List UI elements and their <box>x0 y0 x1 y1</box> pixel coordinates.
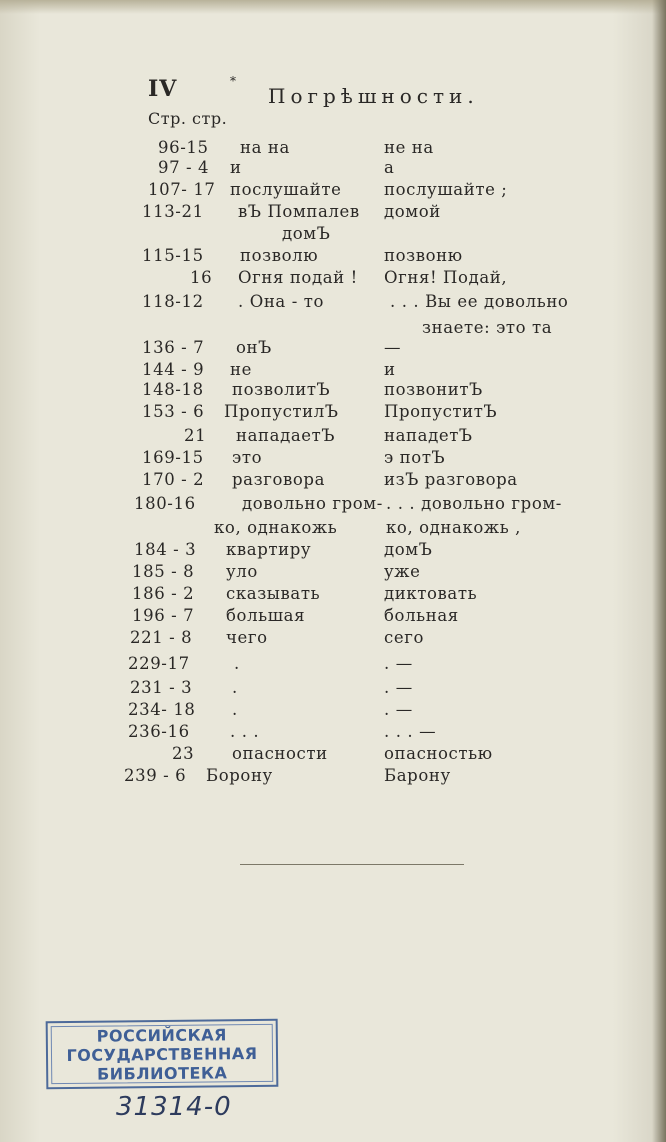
errata-wrong-reading: послушайте <box>230 180 342 199</box>
errata-page-line: 170 - 2 <box>142 470 205 489</box>
errata-wrong-reading: домЪ <box>282 224 331 243</box>
errata-page-line: 97 - 4 <box>158 158 210 177</box>
errata-correct-reading: Огня! Подай, <box>384 268 508 287</box>
errata-page-line: 136 - 7 <box>142 338 205 357</box>
errata-correct-reading: уже <box>384 562 421 581</box>
errata-wrong-reading: нападаетЪ <box>236 426 336 445</box>
errata-correct-reading: Барону <box>384 766 451 785</box>
errata-page-line: 184 - 3 <box>134 540 197 559</box>
errata-wrong-reading: уло <box>226 562 258 581</box>
errata-page-line: 113-21 <box>142 202 204 221</box>
library-stamp <box>46 1019 279 1089</box>
errata-page-line: 16 <box>190 268 213 287</box>
errata-page-line: 221 - 8 <box>130 628 193 647</box>
stamp-line: ГОСУДАРСТВЕННАЯ <box>66 1044 258 1065</box>
errata-correct-reading: не на <box>384 138 434 157</box>
errata-page-line: 196 - 7 <box>132 606 195 625</box>
errata-correct-reading: и <box>384 360 396 379</box>
errata-wrong-reading: большая <box>226 606 306 625</box>
errata-wrong-reading: чего <box>226 628 268 647</box>
errata-page-line: 229-17 <box>128 654 190 673</box>
errata-wrong-reading: . . . <box>230 722 260 741</box>
errata-wrong-reading: Огня подай ! <box>238 268 358 287</box>
errata-page-line: 153 - 6 <box>142 402 205 421</box>
errata-wrong-reading: ПропустилЪ <box>224 402 339 421</box>
errata-correct-reading: — <box>384 338 402 357</box>
errata-wrong-reading: и <box>230 158 242 177</box>
errata-page-line: 234- 18 <box>128 700 196 719</box>
page-number: IV <box>148 76 178 102</box>
errata-page-line: 186 - 2 <box>132 584 195 603</box>
errata-page-line: 239 - 6 <box>124 766 187 785</box>
shelfmark: 31314-0 <box>116 1092 232 1122</box>
page-title: Погрѣшности. <box>268 84 479 108</box>
errata-wrong-reading: это <box>232 448 263 467</box>
errata-correct-reading: позвонитЪ <box>384 380 483 399</box>
errata-wrong-reading: ко, однакожь <box>214 518 338 537</box>
errata-correct-reading: ко, однакожь , <box>386 518 521 537</box>
errata-correct-reading: домЪ <box>384 540 433 559</box>
errata-correct-reading: ПропуститЪ <box>384 402 498 421</box>
errata-correct-reading: изЪ разговора <box>384 470 518 489</box>
errata-wrong-reading: онЪ <box>236 338 272 357</box>
errata-wrong-reading: квартиру <box>226 540 312 559</box>
errata-wrong-reading: на на <box>240 138 290 157</box>
errata-correct-reading: . — <box>384 700 413 719</box>
errata-page-line: 21 <box>184 426 207 445</box>
errata-correct-reading: послушайте ; <box>384 180 508 199</box>
errata-page-line: 148-18 <box>142 380 204 399</box>
errata-wrong-reading: . <box>232 678 238 697</box>
errata-page-line: 23 <box>172 744 195 763</box>
errata-correct-reading: позвоню <box>384 246 463 265</box>
errata-correct-reading: . — <box>384 678 413 697</box>
errata-wrong-reading: вЪ Помпалев <box>238 202 360 221</box>
columns-label: Стр. стр. <box>148 109 228 128</box>
errata-correct-reading: больная <box>384 606 459 625</box>
errata-correct-reading: знаете: это та <box>422 318 553 337</box>
errata-page-line: 107- 17 <box>148 180 216 199</box>
errata-wrong-reading: разговора <box>232 470 325 489</box>
errata-page-line: 118-12 <box>142 292 204 311</box>
page-top-shadow <box>0 0 666 14</box>
errata-wrong-reading: не <box>230 360 252 379</box>
errata-page-line: 169-15 <box>142 448 204 467</box>
errata-wrong-reading: Борону <box>206 766 273 785</box>
errata-wrong-reading: позволю <box>240 246 319 265</box>
errata-page-line: 231 - 3 <box>130 678 193 697</box>
errata-correct-reading: диктовать <box>384 584 478 603</box>
errata-correct-reading: . . . Вы ее довольно <box>390 292 569 311</box>
errata-wrong-reading: опасности <box>232 744 328 763</box>
errata-wrong-reading: довольно гром- <box>242 494 383 513</box>
book-spine-edge <box>652 0 666 1142</box>
errata-correct-reading: . . . довольно гром- <box>386 494 562 513</box>
stamp-line: РОССИЙСКАЯ <box>96 1025 227 1046</box>
errata-page-line: 115-15 <box>142 246 204 265</box>
errata-wrong-reading: . <box>232 700 238 719</box>
stamp-line: БИБЛИОТЕКА <box>96 1063 228 1084</box>
errata-page-line: 185 - 8 <box>132 562 195 581</box>
errata-page-line: 236-16 <box>128 722 190 741</box>
errata-correct-reading: нападетЪ <box>384 426 473 445</box>
printer-mark: * <box>230 74 236 88</box>
closing-rule <box>240 864 464 865</box>
errata-wrong-reading: . <box>234 654 240 673</box>
errata-correct-reading: . . . — <box>384 722 437 741</box>
errata-wrong-reading: позволитЪ <box>232 380 331 399</box>
errata-wrong-reading: сказывать <box>226 584 321 603</box>
errata-correct-reading: э потЪ <box>384 448 446 467</box>
errata-correct-reading: . — <box>384 654 413 673</box>
errata-correct-reading: а <box>384 158 395 177</box>
errata-correct-reading: домой <box>384 202 441 221</box>
errata-page-line: 144 - 9 <box>142 360 205 379</box>
errata-correct-reading: опасностью <box>384 744 493 763</box>
errata-wrong-reading: . Она - то <box>238 292 324 311</box>
errata-page-line: 180-16 <box>134 494 196 513</box>
errata-page-line: 96-15 <box>158 138 209 157</box>
errata-correct-reading: сего <box>384 628 424 647</box>
